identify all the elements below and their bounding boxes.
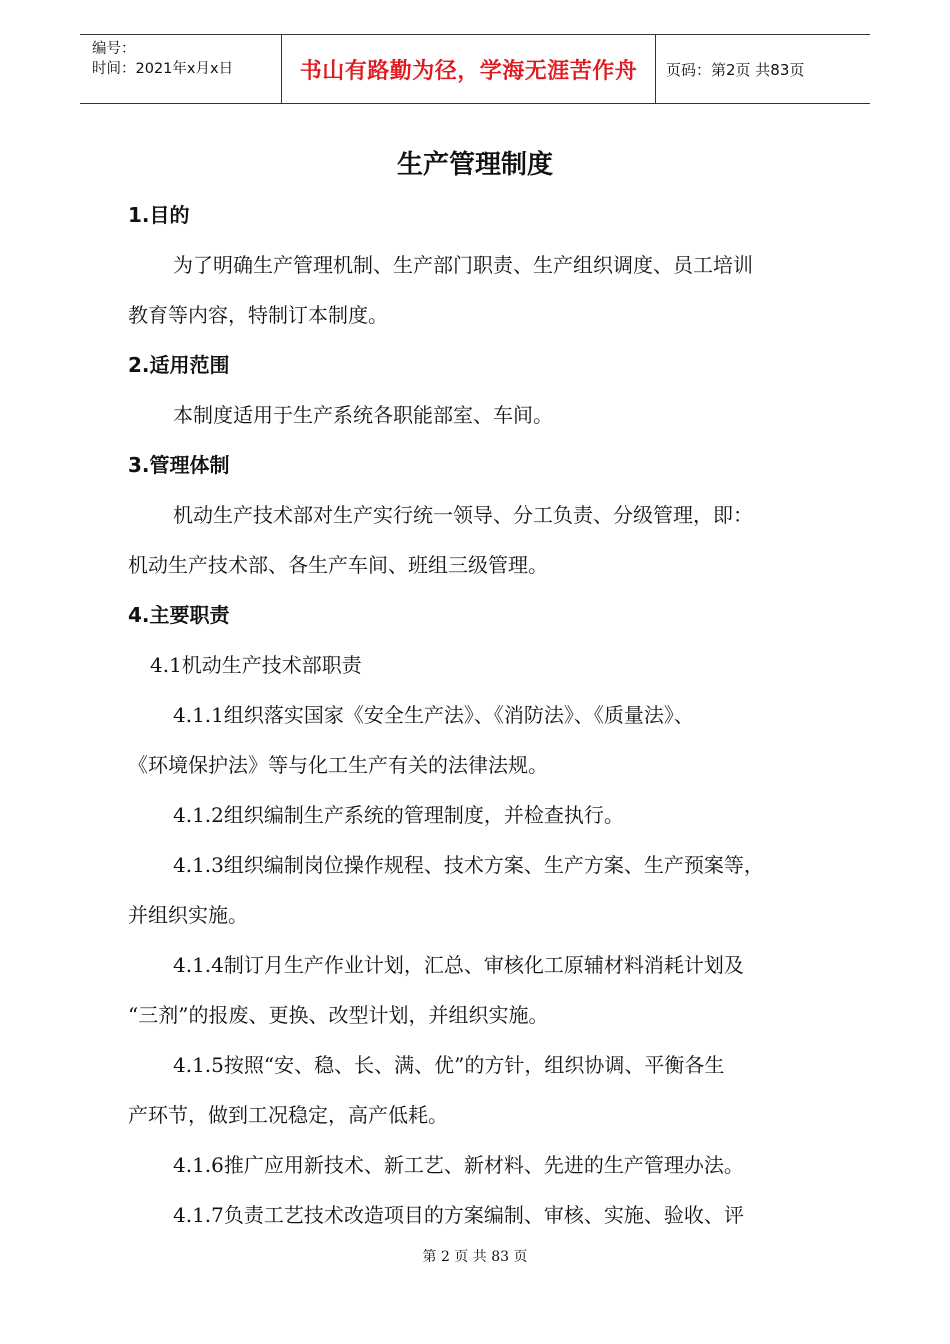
paragraph-line: “三剂”的报废、更换、改型计划，并组织实施。 [128,1003,549,1027]
header-page-info: 页码：第2页 共83页 [666,60,805,79]
header-motto: 书山有路勤为径，学海无涯苦作舟 [282,35,656,103]
document-number-label: 编号： [92,41,136,57]
paragraph-line: 4.1.3组织编制岗位操作规程、技术方案、生产方案、生产预案等， [173,853,764,877]
page-footer: 第 2 页 共 83 页 [422,1249,528,1265]
paragraph-line: 本制度适用于生产系统各职能部室、车间。 [173,403,553,427]
section-heading: 4.主要职责 [128,603,230,627]
section-heading: 2.适用范围 [128,353,230,377]
subsection-heading: 4.1机动生产技术部职责 [150,653,362,677]
paragraph-line: 4.1.7负责工艺技术改造项目的方案编制、审核、实施、验收、评 [173,1203,744,1227]
paragraph-line: 教育等内容，特制订本制度。 [128,303,388,327]
paragraph-line: 4.1.5按照“安、稳、长、满、优”的方针，组织协调、平衡各生 [173,1053,725,1077]
document-title: 生产管理制度 [396,150,553,180]
paragraph-line: 并组织实施。 [128,903,248,927]
paragraph-line: 产环节，做到工况稳定，高产低耗。 [128,1103,448,1127]
document-header [80,34,870,104]
paragraph-line: 4.1.2组织编制生产系统的管理制度，并检查执行。 [173,803,624,827]
section-heading: 1.目的 [128,203,190,227]
document-time-label: 时间：2021年x月x日 [92,61,234,77]
paragraph-line: 机动生产技术部、各生产车间、班组三级管理。 [128,553,548,577]
section-heading: 3.管理体制 [128,453,230,477]
header-meta-cell [80,35,282,103]
paragraph-line: 为了明确生产管理机制、生产部门职责、生产组织调度、员工培训 [173,253,753,277]
paragraph-line: 4.1.1组织落实国家《安全生产法》、《消防法》、《质量法》、 [173,703,694,727]
paragraph-line: 机动生产技术部对生产实行统一领导、分工负责、分级管理，即： [173,503,753,527]
paragraph-line: 《环境保护法》等与化工生产有关的法律法规。 [128,753,548,777]
paragraph-line: 4.1.6推广应用新技术、新工艺、新材料、先进的生产管理办法。 [173,1153,744,1177]
paragraph-line: 4.1.4制订月生产作业计划，汇总、审核化工原辅材料消耗计划及 [173,953,744,977]
